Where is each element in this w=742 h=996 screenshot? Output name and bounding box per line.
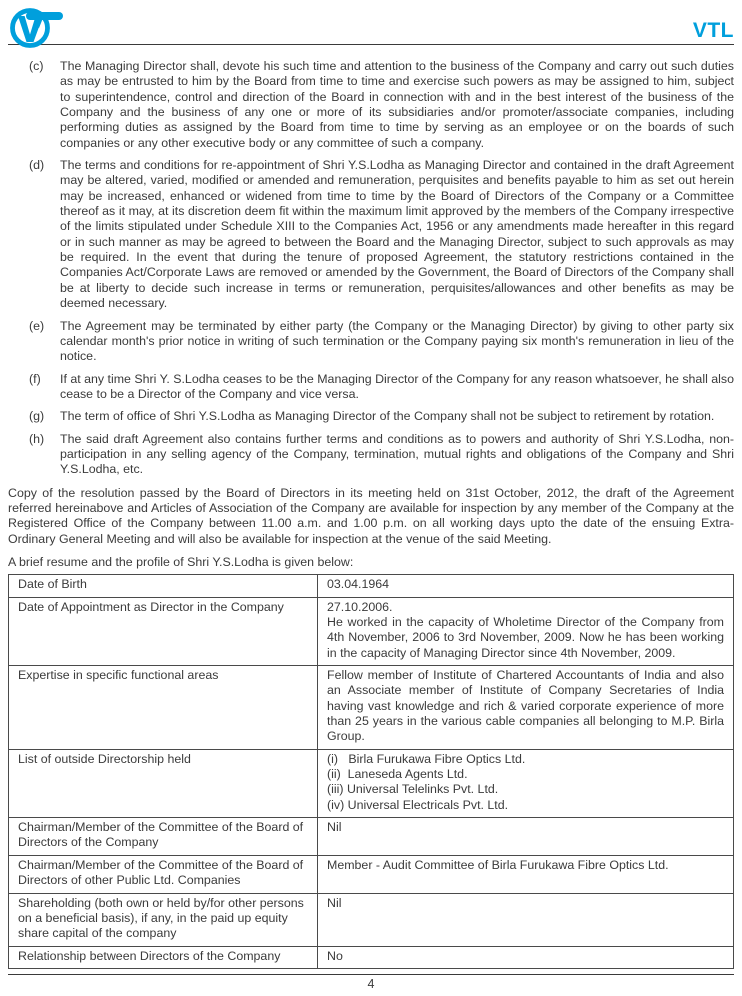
value-line: He worked in the capacity of Wholetime Director of the Company from 4th November, 2006 to 3rd November, 2009. Now he has been working in the capacity of Managing Director since 4th November, 2009. xyxy=(327,615,724,660)
page-number: 4 xyxy=(367,976,375,991)
value-line: Fellow member of Institute of Chartered Accountants of India and also an Associate member of Institute of Company Secretaries of India having vast knowledge and rich & varied corporate experience of more than 25 years in the various cable companies all belonging to M.P. Birla Group. xyxy=(327,668,724,744)
footer-rule xyxy=(8,974,734,975)
clause-d xyxy=(29,158,734,311)
value-line: No xyxy=(327,948,343,963)
table-row xyxy=(9,855,734,893)
value-line: (ii) Laneseda Agents Ltd. xyxy=(327,767,468,782)
table-row xyxy=(9,597,734,665)
inspection-paragraph: Copy of the resolution passed by the Board of Directors in its meeting held on 31st October, 2012, the draft of the Agreement referred hereinabove and Articles of Association of the Company are available for inspection by any member of the Company at the Registered Office of the Company between 11.00 a.m. and 1.00 p.m. on all working days upto the date of the ensuing Extra-Ordinary General Meeting and will also be available for inspection at the venue of the said Meeting. xyxy=(8,485,734,546)
value-line: Nil xyxy=(327,895,342,910)
clause-f xyxy=(29,372,734,403)
page-header xyxy=(0,0,742,44)
row-value xyxy=(318,855,734,893)
clause-c xyxy=(29,59,734,151)
row-label: Relationship between Directors of the Company xyxy=(9,946,318,968)
clause-label: (g) xyxy=(29,409,45,424)
clause-label: (c) xyxy=(29,59,44,73)
row-value xyxy=(318,597,734,665)
row-label: Chairman/Member of the Committee of the Board of Directors of the Company xyxy=(9,818,318,856)
clause-text: The terms and conditions for re-appointment of Shri Y.S.Lodha as Managing Director and contained in the draft Agreement may be altered, varied, modified or amended and remuneration, perquisites and benefits payable to him as set out herein may be increased, enhanced or widened from time to time by the Board of Directors of the Company or a Committee thereof as it may, at its discretion deem fit within the maximum limit approved by the members of the Company irrespective of the limits stipulated under Schedule XIII to the Companies Act, 1956 or any amendments made hereafter in this regard or in such manner as may be agreed to between the Board and the Managing Director, subject to such approvals as may be required. In the event that during the tenure of proposed Agreement, the statutory restrictions contained in the Companies Act/Corporate Laws are removed or amended by the Government, the Board of Directors of the Company shall be at liberty to decide such increase in terms or remuneration, perquisites/allowances and other benefits as may be deemed necessary. xyxy=(60,158,734,311)
profile-table xyxy=(8,574,734,969)
value-line: (iii) Universal Telelinks Pvt. Ltd. xyxy=(327,782,499,797)
clause-label: (f) xyxy=(29,371,41,386)
clause-g xyxy=(29,409,734,424)
table-row xyxy=(9,749,734,817)
table-row xyxy=(9,946,734,968)
brand-wordmark: VTL xyxy=(692,19,734,42)
header-rule xyxy=(8,44,734,45)
clause-text: The Agreement may be terminated by either party (the Company or the Managing Director) by giving to other party six calendar month's prior notice in writing of such termination or the Company paying six month's remuneration in lieu of the notice. xyxy=(60,318,734,364)
clause-e xyxy=(29,319,734,365)
row-label: Date of Birth xyxy=(9,575,318,597)
value-line: 27.10.2006. xyxy=(327,599,393,614)
table-row xyxy=(9,818,734,856)
row-value xyxy=(318,893,734,946)
value-line: Member - Audit Committee of Birla Furukawa Fibre Optics Ltd. xyxy=(327,857,669,872)
clause-text: The said draft Agreement also contains further terms and conditions as to powers and authority of Shri Y.S.Lodha, non-participation in any selling agency of the Company, termination, mutual rights and obligations of the Company and Shri Y.S.Lodha, etc. xyxy=(60,431,734,477)
clause-label: (e) xyxy=(29,318,45,333)
table-row xyxy=(9,575,734,597)
row-value xyxy=(318,946,734,968)
value-line: (iv) Universal Electricals Pvt. Ltd. xyxy=(327,797,509,812)
row-label: Expertise in specific functional areas xyxy=(9,666,318,750)
vtl-logo-icon xyxy=(9,5,65,49)
clause-label: (d) xyxy=(29,158,45,173)
row-label: Date of Appointment as Director in the Company xyxy=(9,597,318,665)
clause-h xyxy=(29,432,734,478)
clause-text: If at any time Shri Y. S.Lodha ceases to be the Managing Director of the Company for any reason whatsoever, he shall also cease to be a Director of the Company and vice versa. xyxy=(60,371,734,401)
table-row xyxy=(9,666,734,750)
document-body xyxy=(0,59,742,969)
value-line: (i) Birla Furukawa Fibre Optics Ltd. xyxy=(327,751,526,766)
clause-label: (h) xyxy=(29,431,45,446)
row-value xyxy=(318,666,734,750)
row-value xyxy=(318,749,734,817)
row-label: List of outside Directorship held xyxy=(9,749,318,817)
clause-text: The Managing Director shall, devote his such time and attention to the business of the Company and carry out such duties as may be entrusted to him by the Board from time to time and exercise such powers as may be assigned to him, subject to superintendence, control and direction of the Board in connection with and in the best interest of the business of the Company and the business of any one or more of its subsidiaries and/or promoter/associate companies, including performing duties as assigned by the Board from time to time by serving as an employee or on the boards of such companies or any other executive body or any committee of such a company. xyxy=(60,59,734,150)
clause-text: The term of office of Shri Y.S.Lodha as Managing Director of the Company shall not be subject to retirement by rotation. xyxy=(60,409,715,424)
row-label: Chairman/Member of the Committee of the Board of Directors of other Public Ltd. Companies xyxy=(9,855,318,893)
table-row xyxy=(9,893,734,946)
row-value xyxy=(318,575,734,597)
row-value xyxy=(318,818,734,856)
resume-intro: A brief resume and the profile of Shri Y.S.Lodha is given below: xyxy=(8,554,354,569)
value-line: 03.04.1964 xyxy=(327,577,390,592)
row-label: Shareholding (both own or held by/for other persons on a beneficial basis), if any, in the paid up equity share capital of the company xyxy=(9,893,318,946)
value-line: Nil xyxy=(327,820,342,835)
